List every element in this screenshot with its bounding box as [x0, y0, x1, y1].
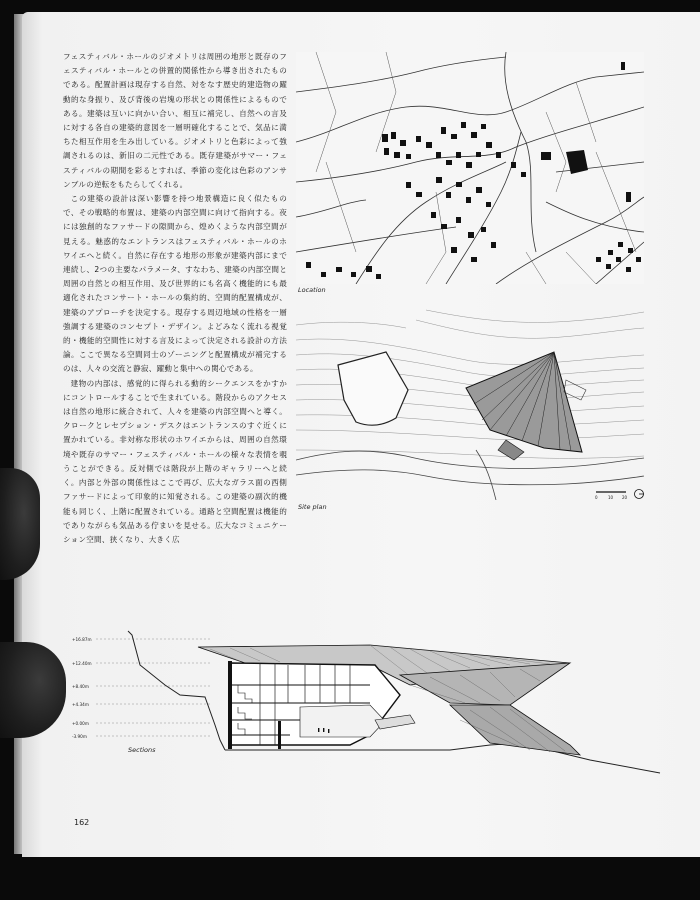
location-map — [296, 52, 644, 284]
new-hall-roof — [466, 352, 582, 460]
paragraph-1: フェスティバル・ホールのジオメトリは周囲の地形と既存のフェスティバル・ホールとの併置的関係性から導き出されたものである。配置計画は現存する自然、対をなす歴史的建造物の躍動的な身振り、及び背後の岩塊の形状との関係性によるものである。建築は互いに向かい合い、相互に補完し、自然への言及に対する各自の建築的意図を一層明確化することで、気品に満ちた相互作用を生み出している。ジオメトリと色彩によって強調されるのは、新旧の二元性である。既存建築がサマー・フェスティバルの期間を彩るとすれば、季節の変化は色彩のアンサンブルの逆転をもたらしてくれる。 — [63, 52, 287, 189]
level-label-4: +4.34m — [72, 702, 89, 707]
body-text-column — [63, 50, 287, 547]
scale-label-20: 20 — [622, 495, 628, 500]
level-label-3: +8.40m — [72, 684, 89, 689]
scale-label-0: 0 — [595, 495, 598, 500]
scale-bar — [595, 492, 628, 500]
paragraph-2: この建築の設計は深い影響を持つ地景構造に良く似たもので、その戦略的布置は、建築の内部空間に向けて指向する。夜には独創的なファサードの隙間から、煌めくような内部空間が見える。魅惑的なエントランスはフェスティバル・ホールのホワイエへと続く。自然に存在する地形の形象が建築内部にまで連続し、2つの主要なパラメータ、すなわち、建築の内部空間と周囲の自然との相互作用、及び世界的にも名高く機能的にも最適化されたコンサート・ホールの集約的、空間的配置構成が、建築のアプローチを決定する。現存する周辺地域の性格を一層強調する建築のコンセプト・デザイン。よどみなく流れる視覚的・機能的空間性に対する言及によって決定される設計の方法論。ここで異なる空間同士のゾーニングと配置構成が補完するのは、人々の交流と静寂、躍動と集中への関心である。 — [63, 194, 287, 374]
north-arrow-icon — [635, 490, 645, 499]
location-caption: Location — [298, 286, 326, 294]
site-plan — [296, 300, 644, 500]
thumb-upper — [0, 468, 40, 580]
level-label-6: -3.90m — [72, 734, 87, 739]
level-label-2: +12.40m — [72, 661, 92, 666]
site-plan-caption: Site plan — [298, 503, 327, 511]
section-drawing — [70, 625, 670, 775]
level-label-5: +0.00m — [72, 721, 89, 726]
paragraph-3: 建物の内部は、感覚的に得られる動的シークエンスをかすかにコントロールすることで生まれている。階段からのアクセスは自然の地形に統合されて、人々を建築の内部空間へと導く。クロークとレセプション・デスクはエントランスのすぐ近くに置かれている。非対称な形状のホワイエからは、周囲の自然環境や既存のサマー・フェスティバル・ホールの様々な表情を覗うことができる。反対側では階段が上階のギャラリーへと続く。内部と外部の関係性はここで再び、広大なガラス面の西側ファサードによって印象的に知覚される。この建築の副次的機能も同じく、上階に配置されている。通路と空間配置は機能的でありながらも気品ある佇まいを見せる。広大なコミュニケーション空間、狭くなり、大きく広 — [63, 378, 287, 544]
sections-caption: Sections — [128, 746, 156, 754]
existing-hall-outline — [338, 352, 408, 425]
page-number: 162 — [74, 818, 90, 827]
level-label-1: +16.87m — [72, 637, 92, 642]
scale-label-10: 10 — [608, 495, 614, 500]
